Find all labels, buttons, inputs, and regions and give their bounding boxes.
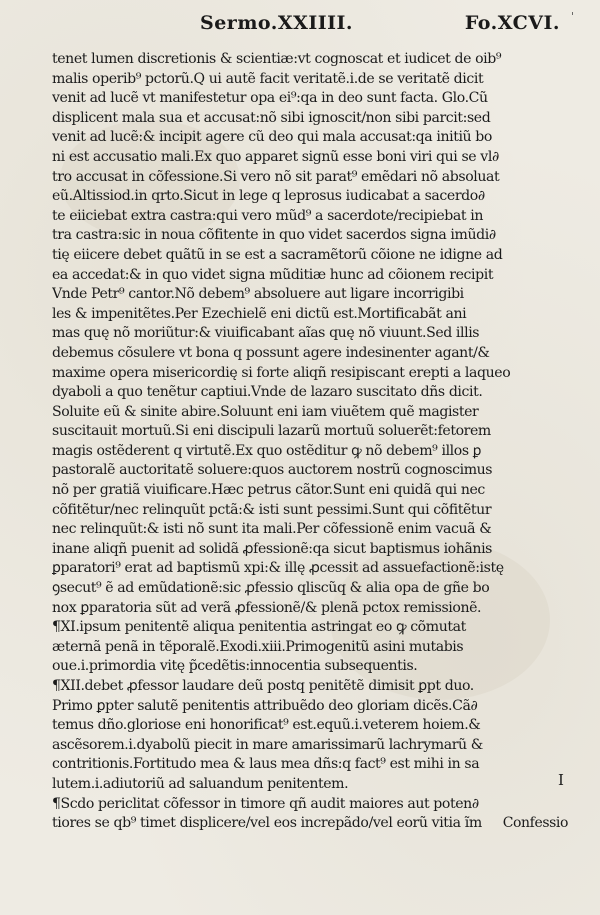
text-line: æternã penã in tẽporalẽ.Exodi.xiii.Primogenitũ asini mutabis — [52, 638, 464, 655]
signature-mark: I — [558, 771, 564, 789]
text-line: debemus cõsulere vt bona q possunt agere indesinenter agant/& — [52, 344, 490, 361]
text-line: ¶XII.debet ꝓfessor laudare deũ postq penitẽtẽ dimisit ꝑpt duo. — [52, 678, 474, 694]
text-line: contritionis.Fortitudo mea & laus mea dñs:q fact⁹ est mihi in sa — [52, 756, 480, 773]
text-line: venit ad lucẽ:& incipit agere cũ deo qui mala accusat:qa initiũ bo — [52, 129, 492, 146]
text-line: tenet lumen discretionis & scientiæ:vt cognoscat et iudicet de oib⁹ — [52, 51, 502, 67]
text-line: ¶Scdo periclitat cõfessor in timore qñ audit maiores aut poten∂ — [52, 795, 479, 812]
catchword: Confessio — [502, 815, 568, 832]
text-line: nec relinquũt:& isti nõ sunt ita mali.Per cõfessionẽ enim vacuã & — [52, 521, 492, 538]
text-line: mas quę nõ moriũtur:& viuificabant aĩas quę nõ viuunt.Sed illis — [52, 325, 480, 342]
text-line: tro accusat in cõfessione.Si vero nõ sit parat⁹ emẽdari nõ absoluat — [52, 168, 500, 185]
text-line: ꝑparatori⁹ erat ad baptismũ xpi:& illę ꝓcessit ad assuefactionẽ:istę — [52, 560, 504, 577]
text-line: eũ.Altissiod.in qrto.Sicut in lege q leprosus iudicabat a sacerdo∂ — [52, 188, 485, 205]
text-line: ea accedat:& in quo videt signa mũditiæ hunc ad cõionem recipit — [52, 266, 494, 283]
text-line: tię eiicere debet quãtũ in se est a sacramẽtorũ cõione ne idigne ad — [52, 246, 503, 263]
folio-number: Fo.XCVI. — [464, 12, 560, 34]
text-line: tra castra:sic in noua cõfitente in quo videt sacerdos signa imũdi∂ — [52, 227, 496, 244]
text-line: les & impenitẽtes.Per Ezechielẽ eni dictũ est.Mortificabãt ani — [52, 305, 467, 322]
text-line: Primo ꝑpter salutẽ penitentis attribuẽdo deo gloriam dicẽs.Cã∂ — [52, 697, 478, 714]
text-line: malis operib⁹ pctorũ.Q ui autẽ facit veritatẽ.i.de se veritatẽ dicit — [52, 70, 484, 87]
text-line: ascẽsorem.i.dyabolũ piecit in mare amarissimarũ lachrymarũ & — [52, 736, 483, 753]
text-line: oue.i.primordia vitę p̃cedẽtis:innocentia subsequentis. — [52, 658, 418, 675]
text-line: ni est accusatio mali.Ex quo apparet signũ esse boni viri qui se vl∂ — [52, 148, 499, 165]
text-line: cõfitẽtur/nec relinquũt pctã:& isti sunt pessimi.Sunt qui cõfitẽtur — [52, 501, 492, 518]
sermon-number: Sermo.XXIIII. — [200, 12, 354, 34]
header-mark: ' — [570, 10, 574, 23]
text-line: venit ad lucẽ vt manifestetur opa ei⁹:qa in deo sunt facta. Glo.Cũ — [52, 90, 488, 107]
text-line: lutem.i.adiutoriũ ad saluandum penitentem. — [52, 775, 349, 792]
text-line: ¶XI.ipsum penitentẽ aliqua penitentia astringat eo ꝙ cõmutat — [52, 619, 466, 636]
text-line-last — [52, 814, 574, 834]
text-line: Soluite eũ & sinite abire.Soluunt eni iam viuẽtem quẽ magister — [52, 403, 479, 420]
last-line-text: tiores se qb⁹ timet displicere/vel eos increpãdo/vel eorũ vitia ĩm — [52, 815, 482, 832]
text-line: magis ostẽderent q virtutẽ.Ex quo ostẽditur ꝙ nõ debem⁹ illos ꝑ — [52, 442, 481, 459]
text-line: Vnde Petr⁹ cantor.Nõ debem⁹ absoluere aut ligare incorrigibi — [52, 286, 464, 303]
text-line: displicent mala sua et accusat:nõ sibi ignoscit/non sibi parcit:sed — [52, 109, 491, 126]
running-header — [200, 8, 574, 40]
text-line: inane aliqñ puenit ad solidã ꝓfessionẽ:qa sicut baptismus iohãnis — [52, 540, 492, 557]
text-line: temus dño.gloriose eni honorificat⁹ est.equũ.i.veterem hoiem.& — [52, 717, 481, 734]
text-line: dyaboli a quo tenẽtur captiui.Vnde de lazaro suscitato dñs dicit. — [52, 384, 483, 401]
text-line: nõ per gratiã viuificare.Hæc petrus cãtor.Sunt eni quidã qui nec — [52, 482, 485, 499]
text-line: pastoralẽ auctoritatẽ soluere:quos auctorem nostrũ cognoscimus — [52, 462, 493, 479]
text-line: maxime opera misericordię si forte aliqñ resipiscant erepti a laqueo — [52, 364, 511, 381]
text-line: nox ꝑparatoria sũt ad verã ꝓfessionẽ/& plenã pctox remissionẽ. — [52, 599, 482, 616]
body-text — [52, 50, 574, 834]
text-line: te eiiciebat extra castra:qui vero mũd⁹ a sacerdote/recipiebat in — [52, 207, 483, 224]
text-line: suscitauit mortuũ.Si eni discipuli lazarũ mortuũ soluerẽt:fetorem — [52, 423, 491, 440]
text-line: ꝯsecut⁹ ẽ ad emũdationẽ:sic ꝓfessio qliscũq & alia opa de gñe bo — [52, 580, 490, 597]
